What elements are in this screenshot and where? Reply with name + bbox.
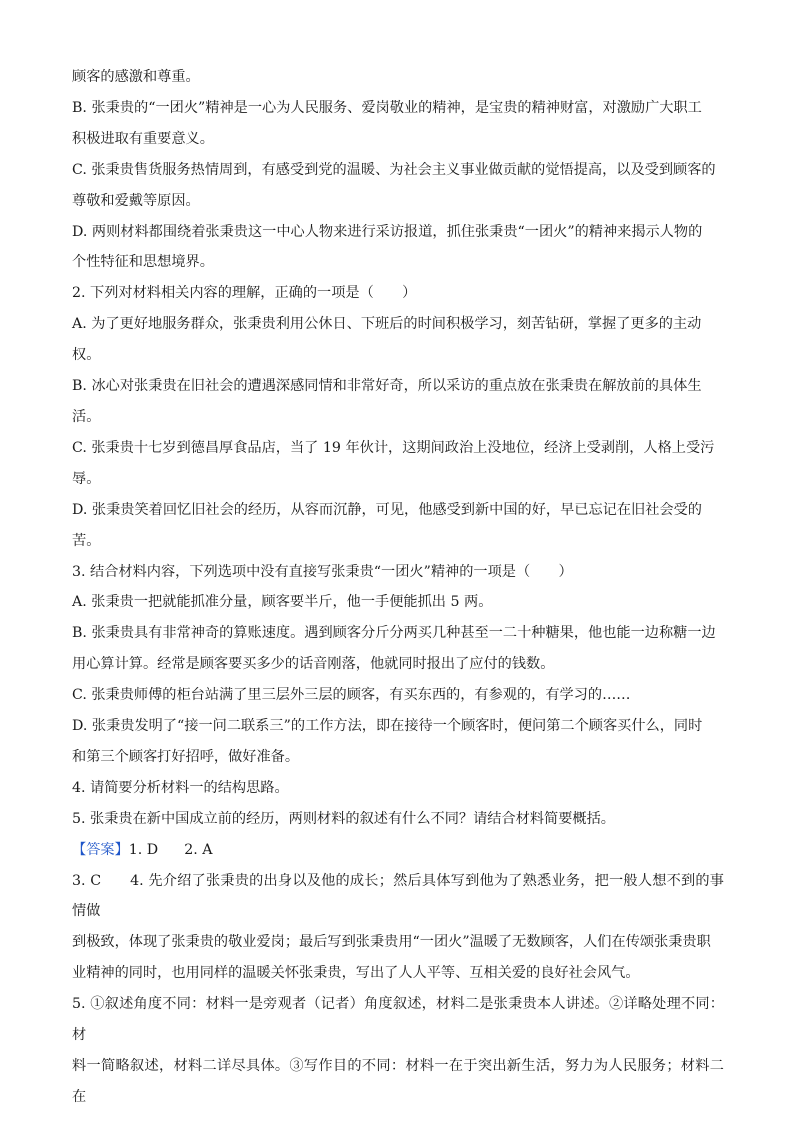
text-line: 用心算计算。经常是顾客要买多少的话音刚落，他就同时报出了应付的钱数。 bbox=[72, 656, 555, 673]
text-line: A. 为了更好地服务群众，张秉贵利用公休日、下班后的时间积极学习，刻苦钻研，掌握了更多的主动 bbox=[72, 316, 702, 333]
answer-text-line: 料一简略叙述，材料二详尽具体。③写作目的不同：材料一在于突出新生活，努力为人民服务；材料二在 bbox=[72, 1058, 724, 1105]
question-3: 3. 结合材料内容，下列选项中没有直接写张秉贵“一团火”精神的一项是（ ） bbox=[72, 563, 573, 580]
answer-text-line: 到极致，体现了张秉贵的敬业爱岗；最后写到张秉贵用“一团火”温暖了无数顾客，人们在传颂张秉贵职 bbox=[72, 934, 711, 951]
answer-text-line: 5. ①叙述角度不同：材料一是旁观者（记者）角度叙述，材料二是张秉贵本人讲述。②详略处理不同：材 bbox=[72, 996, 724, 1044]
text-line: D. 两则材料都围绕着张秉贵这一中心人物来进行采访报道，抓住张秉贵“一团火”的精神来揭示人物的 bbox=[72, 223, 703, 240]
text-line: C. 张秉贵师傅的柜台站满了里三层外三层的顾客，有买东西的，有参观的，有学习的…… bbox=[72, 687, 631, 704]
question-5: 5. 张秉贵在新中国成立前的经历，两则材料的叙述有什么不同？请结合材料简要概括。 bbox=[72, 810, 615, 827]
text-line: 尊敬和爱戴等原因。 bbox=[72, 192, 200, 209]
answer-line bbox=[72, 835, 724, 866]
answer-text-line: 3. C 4. 先介绍了张秉贵的出身以及他的成长；然后具体写到他为了熟悉业务，把一般人想不到的事情做 bbox=[72, 872, 724, 920]
text-line: 和第三个顾客打好招呼，做好准备。 bbox=[72, 748, 300, 765]
text-line: 辱。 bbox=[72, 470, 101, 487]
answer-2: 2. A bbox=[184, 841, 213, 858]
text-line: C. 张秉贵售货服务热情周到，有感受到党的温暖、为社会主义事业做贡献的觉悟提高，以及受到顾客的 bbox=[72, 161, 716, 178]
question-2: 2. 下列对材料相关内容的理解，正确的一项是（ ） bbox=[72, 285, 417, 302]
text-line: C. 张秉贵十七岁到德昌厚食品店，当了 19 年伙计，这期间政治上没地位，经济上受剥削，人格上受污 bbox=[72, 439, 715, 456]
text-line: D. 张秉贵发明了“接一问二联系三”的工作方法，即在接待一个顾客时，便问第二个顾客买什么，同时 bbox=[72, 718, 703, 735]
question-4: 4. 请简要分析材料一的结构思路。 bbox=[72, 779, 289, 796]
text-line: 活。 bbox=[72, 408, 101, 425]
answer-text-line: 业精神的同时，也用同样的温暖关怀张秉贵，写出了人人平等、互相关爱的良好社会风气。 bbox=[72, 965, 640, 982]
document-page bbox=[72, 62, 724, 1113]
text-line: B. 冰心对张秉贵在旧社会的遭遇深感同情和非常好奇，所以采访的重点放在张秉贵在解放前的具体生 bbox=[72, 378, 702, 395]
text-line: 权。 bbox=[72, 347, 101, 364]
text-line: D. 张秉贵笑着回忆旧社会的经历，从容而沉静，可见，他感受到新中国的好，早已忘记在旧社会受的 bbox=[72, 501, 702, 518]
answer-tag: 【答案】 bbox=[72, 841, 129, 858]
text-line: 苦。 bbox=[72, 532, 101, 549]
text-line: B. 张秉贵具有非常神奇的算账速度。遇到顾客分斤分两买几种甚至一二十种糖果，他也能一边称糖一边 bbox=[72, 625, 716, 642]
text-line: 积极进取有重要意义。 bbox=[72, 130, 214, 147]
text-line: 顾客的感激和尊重。 bbox=[72, 69, 200, 85]
answer-1: 1. D bbox=[128, 841, 159, 858]
text-line: B. 张秉贵的“一团火”精神是一心为人民服务、爱岗敬业的精神，是宝贵的精神财富，对激励广大职工 bbox=[72, 99, 702, 116]
text-line: A. 张秉贵一把就能抓准分量，顾客要半斤，他一手便能抓出 5 两。 bbox=[72, 594, 493, 611]
text-line: 个性特征和思想境界。 bbox=[72, 254, 214, 271]
